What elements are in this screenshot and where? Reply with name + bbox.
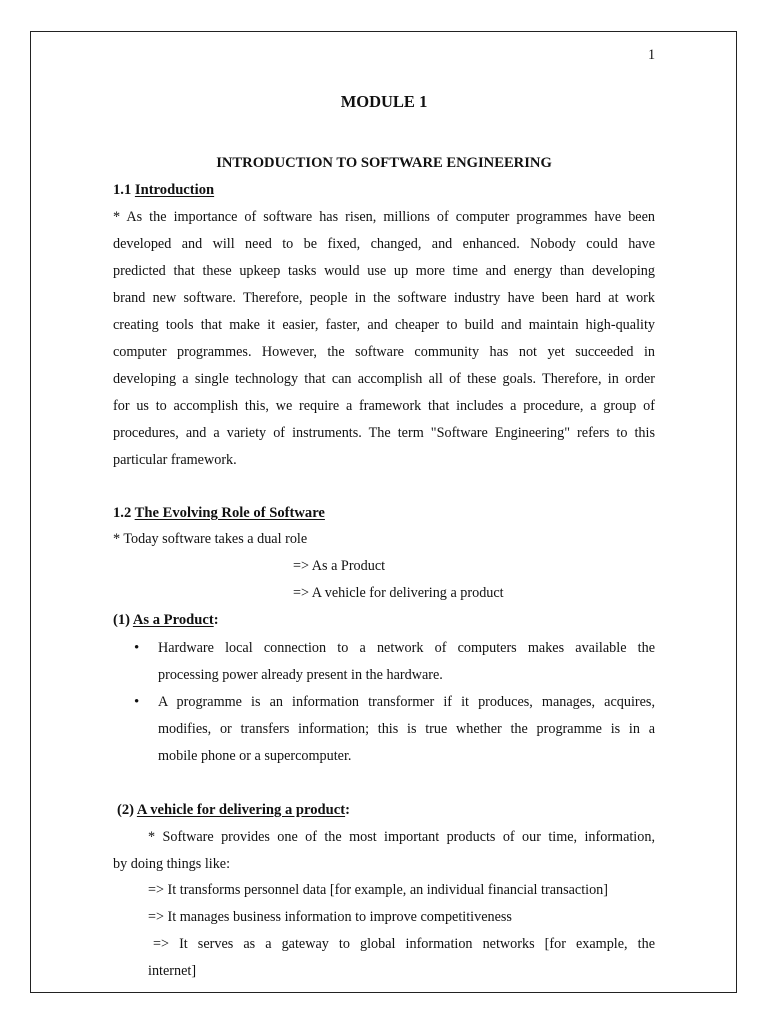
role-item: => A vehicle for delivering a product [293,585,504,601]
vehicle-item: => It transforms personnel data [for example, an individual financial transaction] [148,882,608,898]
subheading-number: (1) [113,612,131,628]
subheading-colon: : [345,802,350,818]
paragraph-line: brand new software. Therefore, people in the software industry have been hard at work [113,290,655,306]
section-number: 1.1 [113,182,132,198]
vehicle-item: => It manages business information to improve competitiveness [148,909,512,925]
vehicle-item: internet] [148,963,197,979]
paragraph-line: predicted that these upkeep tasks would use up more time and energy than developing [113,263,655,279]
paragraph-line: particular framework. [113,452,237,468]
bullet-line: Hardware local connection to a network of computers makes available the [158,640,655,656]
chapter-title: INTRODUCTION TO SOFTWARE ENGINEERING [216,155,552,171]
module-title: MODULE 1 [340,92,428,111]
subheading-colon: : [213,612,219,628]
paragraph-line: procedures, and a variety of instruments. The term "Software Engineering" refers to this [113,425,655,441]
subheading-number: (2) [117,802,135,818]
section-heading-evolving-role [113,504,325,522]
vehicle-item: => It serves as a gateway to global information networks [for example, the [153,936,655,952]
page-number: 1 [648,47,656,63]
paragraph-line: developing a single technology that can accomplish all of these goals. Therefore, in order [113,371,655,387]
section-title: Introduction [134,182,215,198]
paragraph-line: for us to accomplish this, we require a framework that includes a procedure, a group of [113,398,655,414]
paragraph-line: developed and will need to be fixed, changed, and enhanced. Nobody could have [113,236,655,252]
subheading-vehicle [117,801,350,819]
bullet-line: A programme is an information transformer if it produces, manages, acquires, [158,694,655,710]
dual-role-intro: * Today software takes a dual role [113,531,308,547]
subheading-title: As a Product [132,612,214,628]
paragraph-line: * As the importance of software has risen, millions of computer programmes have been [113,209,655,225]
role-item: => As a Product [293,558,386,574]
section-number: 1.2 [113,505,132,521]
bullet-line: modifies, or transfers information; this is true whether the programme is in a [158,721,655,737]
bullet-line: processing power already present in the hardware. [158,667,443,683]
subheading-as-a-product [113,611,219,629]
vehicle-intro-line: * Software provides one of the most important products of our time, information, [148,829,655,845]
section-title: The Evolving Role of Software [134,505,325,521]
vehicle-intro-line: by doing things like: [113,856,231,872]
paragraph-line: computer programmes. However, the software community has not yet succeeded in [113,344,655,360]
bullet-dot-icon: • [134,640,140,656]
paragraph-line: creating tools that make it easier, faster, and cheaper to build and maintain high-quality [113,317,655,333]
bullet-dot-icon: • [134,694,140,710]
bullet-line: mobile phone or a supercomputer. [158,748,352,764]
section-heading-introduction [113,181,214,199]
subheading-title: A vehicle for delivering a product [136,802,346,818]
